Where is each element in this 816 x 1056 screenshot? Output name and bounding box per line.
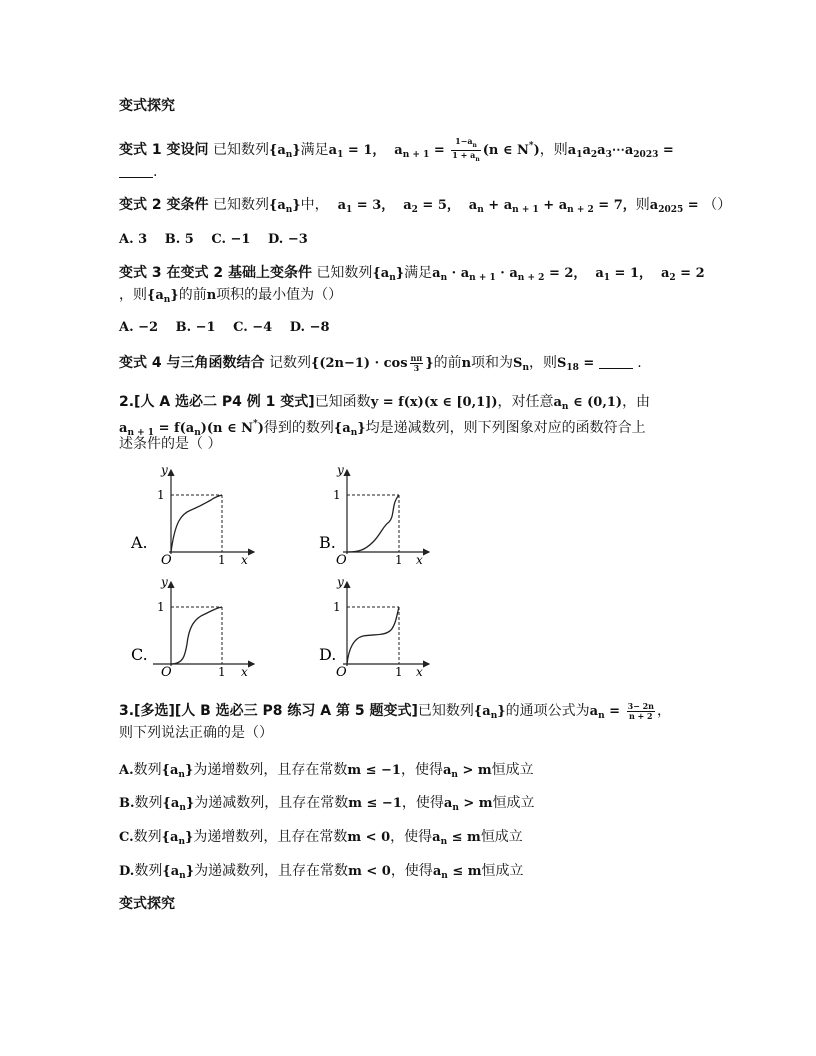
section-heading: 变式探究 <box>119 98 175 114</box>
sequence-notation: $\{a_n\}$ <box>161 763 194 780</box>
variant-2-label: 变式 2 变条件 <box>119 197 209 213</box>
graph-d-curve <box>347 607 399 664</box>
graph-b-option-label: B. <box>319 533 336 552</box>
section-heading-bottom: 变式探究 <box>119 896 175 912</box>
graph-a-curve <box>171 495 222 552</box>
question-3-option: D.数列$\{a_n\}$为递减数列，且存在常数m < 0，使得$a_n \le m$恒成立 <box>119 863 524 881</box>
graph-c-x-axis-label: x <box>241 665 248 679</box>
graph-b-y-axis-label: y <box>337 463 344 477</box>
graph-a-origin-label: O <box>161 553 172 568</box>
product-expression: $a_1a_2a_3\cdots a_{2023}$ = <box>567 143 674 160</box>
sequence-notation: $\{a_n\}$ <box>268 198 301 215</box>
graph-c-origin-label: O <box>161 665 172 680</box>
variant-3-line-1: 变式 3 在变式 2 基础上变条件 已知数列$\{a_n\}$满足$a_n \cdot a_{n + 1} \cdot a_{n + 2} = 2$， $a_1 = 1$， $a_2 = 2$ <box>119 265 705 283</box>
sequence-notation: $\{a_n\}$ <box>333 421 366 438</box>
variant-1-line-2: . <box>119 162 157 182</box>
recurrence-formula: $a_{n + 1} = f(a_n)(n$ ∈ N*) <box>119 419 264 438</box>
sequence-notation: $\{a_n\}$ <box>162 796 195 813</box>
option-letter: B. <box>119 796 135 811</box>
variant-2-options: A. 3 B. 5 C. −1 D. −3 <box>119 232 308 247</box>
answer-blank <box>599 356 633 369</box>
general-term: $a_n$ = $\frac{3- 2n}{n + 2}$ <box>589 701 654 721</box>
graph-b-one-y-label: 1 <box>333 488 341 502</box>
graph-c-y-axis-label: y <box>161 575 168 589</box>
product-condition: $a_n \cdot a_{n + 1} \cdot a_{n + 2} = 2$， <box>432 266 587 283</box>
variant-1-label: 变式 1 变设问 <box>119 142 209 158</box>
sequence-notation: $\{a_n\}$ <box>147 288 179 305</box>
question-3-line-2: 则下列说法正确的是（） <box>119 725 273 741</box>
question-3-option: C.数列$\{a_n\}$为递增数列，且存在常数m < 0，使得$a_n \le m$恒成立 <box>119 829 523 847</box>
variant-3-label: 变式 3 在变式 2 基础上变条件 <box>119 265 312 281</box>
question-2-line-1: 2.[人 A 选必二 P4 例 1 变式]已知函数y = f(x)(x ∈ [0,1])，对任意$a_n$ ∈ (0,1)，由 <box>119 394 651 412</box>
question-2-label: 2.[人 A 选必二 P4 例 1 变式] <box>119 394 315 410</box>
variant-1-line-1: 变式 1 变设问 已知数列$\{a_n\}$满足$a_1 = 1$， $a_{n + 1}$ = $\frac{1-a_n}{1 + a_n}$ (n ∈ N*)，则$a_1a_2a_3\cdots a_{2023}$ = <box>119 136 674 163</box>
sum-condition: $a_n + a_{n + 1} + a_{n + 2} = 7$， <box>468 198 636 215</box>
initial-term: $a_1 = 1$， <box>328 143 386 160</box>
answer-blank <box>119 165 153 178</box>
option-letter: A. <box>119 763 134 778</box>
question-2-line-2: $a_{n + 1} = f(a_n)(n$ ∈ N*)得到的数列$\{a_n\}$均是递减数列，则下列图象对应的函数符合上 <box>119 419 646 438</box>
question-2-line-3: 述条件的是（ ） <box>119 436 222 452</box>
recurrence-formula: $a_{n + 1}$ = $\frac{1-a_n}{1 + a_n}$ (n ∈ N*) <box>394 136 540 163</box>
graph-b-origin-label: O <box>336 553 347 568</box>
question-3-label: 3.[多选][人 B 选必三 P8 练习 A 第 5 题变式] <box>119 703 418 719</box>
sequence-notation: $\{a_n\}$ <box>161 830 194 847</box>
option-letter: D. <box>119 864 135 879</box>
graph-c-one-x-label: 1 <box>218 665 226 679</box>
variant-4-line: 变式 4 与三角函数结合 记数列{(2n−1) · cos $\frac{n\pi}{3}$ }的前n项和为$S_n$，则$S_{18}$ = . <box>119 353 642 373</box>
sequence-notation: $\{a_n\}$ <box>268 143 301 160</box>
graph-d <box>319 575 429 680</box>
graph-d-y-axis-label: y <box>337 575 344 589</box>
graph-a-y-axis-label: y <box>161 463 168 477</box>
variant-3-line-2: ，则$\{a_n\}$的前n项积的最小值为（） <box>119 287 343 305</box>
graph-a <box>130 463 254 568</box>
graph-a-x-axis-label: x <box>241 553 248 567</box>
question-3-line-1: 3.[多选][人 B 选必三 P8 练习 A 第 5 题变式]已知数列$\{a_n\}$的通项公式为$a_n$ = $\frac{3- 2n}{n + 2}$ ， <box>119 701 671 721</box>
graph-c-one-y-label: 1 <box>157 600 165 614</box>
sequence-notation: $\{a_n\}$ <box>162 864 195 881</box>
question-3-option: B.数列$\{a_n\}$为递减数列，且存在常数m ≤ −1，使得$a_n > m$恒成立 <box>119 795 535 813</box>
function-graphs-figure <box>119 462 459 687</box>
graph-a-one-x-label: 1 <box>218 553 226 567</box>
graph-d-option-label: D. <box>319 645 337 664</box>
graph-d-origin-label: O <box>336 665 347 680</box>
graph-c <box>131 575 254 680</box>
graph-d-x-axis-label: x <box>416 665 423 679</box>
graph-a-one-y-label: 1 <box>157 488 165 502</box>
sequence-notation: $\{a_n\}$ <box>473 704 506 721</box>
graph-d-one-y-label: 1 <box>333 600 341 614</box>
graph-d-one-x-label: 1 <box>395 665 403 679</box>
variant-2-line: 变式 2 变条件 已知数列$\{a_n\}$中， $a_1 = 3$， $a_2 = 5$， $a_n + a_{n + 1} + a_{n + 2} = 7$，则$a_{2025}$ = （） <box>119 197 732 215</box>
graph-c-curve <box>171 607 222 664</box>
graph-c-option-label: C. <box>131 645 148 664</box>
sequence-notation: $\{a_n\}$ <box>372 266 405 283</box>
graph-b-x-axis-label: x <box>416 553 423 567</box>
graph-b <box>319 463 429 568</box>
graph-b-one-x-label: 1 <box>395 553 403 567</box>
variant-3-options: A. −2 B. −1 C. −4 D. −8 <box>119 320 330 335</box>
cosine-sequence: {(2n−1) · cos $\frac{n\pi}{3}$ } <box>310 353 434 373</box>
graph-b-curve <box>347 495 399 552</box>
question-3-option: A.数列$\{a_n\}$为递增数列，且存在常数m ≤ −1，使得$a_n > m$恒成立 <box>119 762 534 780</box>
option-letter: C. <box>119 830 134 845</box>
recurrence-fraction: $\frac{1-a_n}{1 + a_n}$ <box>452 136 480 163</box>
variant-4-label: 变式 4 与三角函数结合 <box>119 355 265 371</box>
answer-parentheses: （） <box>703 197 732 213</box>
graph-a-option-label: A. <box>131 533 148 552</box>
